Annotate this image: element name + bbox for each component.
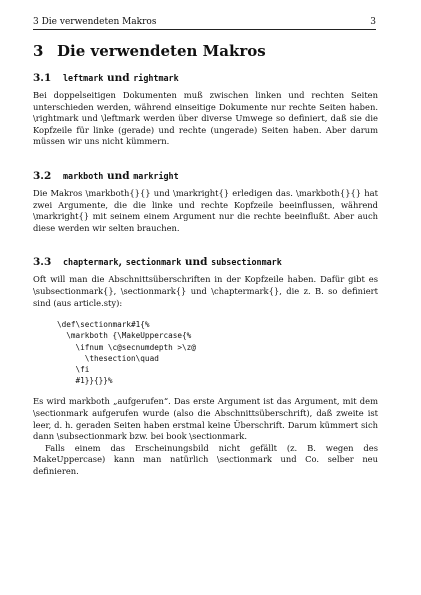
- chapter-title: Die verwendeten Makros: [57, 42, 266, 60]
- chapter-number: 3: [33, 42, 44, 60]
- section-title-part: markright: [133, 170, 179, 181]
- section-body-3-3: Oft will man die Abschnittsüberschriften in der Kopfzeile haben. Dafür gibt es \subsectionmark{}, \sectionmark{} und \chaptermark{}, die z. B. so definiert sind (aus article.sty):: [33, 274, 378, 308]
- section-body-3-3-after: Es wird markboth „aufgerufen“. Das erste Argument ist das Argument, mit dem \sectionmark aufgerufen wurde (also die Abschnittsüberschrift), daß zweite ist leer, d. h. geraden Seiten haben erstmal keine Überschrift. Darum kümmert sich dann \subsectionmark bzw. bei book \sectionmark.: [33, 396, 378, 442]
- section-body-3-1: Bei doppelseitigen Dokumenten muß zwischen linken und rechten Seiten unterschieden werden, während einseitige Dokumente nur rechte Seiten haben. \rightmark und \leftmark werden über diverse Umwege so definiert, daß sie die Kopfzeile für linke (gerade) und rechte (ungerade) Seiten haben. Aber darum müssen wir uns nicht kümmern.: [33, 90, 378, 147]
- section-title-part: subsectionmark: [211, 257, 282, 268]
- section-number: 3.3: [33, 256, 52, 269]
- section-number: 3.1: [33, 72, 52, 84]
- page-number: 3: [370, 17, 376, 27]
- code-line: \fi: [57, 364, 90, 374]
- section-title-part: leftmark: [63, 73, 104, 83]
- code-listing: [57, 319, 378, 386]
- section-body-3-3-final: Falls einem das Erscheinungsbild nicht gefällt (z. B. wegen des MakeUppercase) kann man natürlich \sectionmark und Co. selber neu definieren.: [33, 442, 378, 476]
- section-title-part: markboth: [63, 170, 104, 181]
- section-title-part: und: [103, 169, 134, 182]
- section-title-part: rightmark: [133, 73, 179, 83]
- running-header: [33, 17, 376, 30]
- code-line: \def\sectionmark#1{%: [57, 320, 150, 330]
- section-title-part: sectionmark: [125, 257, 182, 268]
- section-title-part: chaptermark: [63, 257, 119, 268]
- code-line: #1}}{}}%: [57, 376, 113, 386]
- section-title-part: und: [103, 72, 134, 84]
- section-number: 3.2: [33, 169, 52, 182]
- code-line: \ifnum \c@secnumdepth >\z@: [57, 342, 196, 352]
- section-heading-3-2: [33, 170, 378, 182]
- section-heading-3-1: [33, 72, 378, 84]
- code-line: \markboth {\MakeUppercase{%: [57, 331, 192, 341]
- section-heading-3-3: [33, 256, 378, 268]
- page-content: [33, 42, 378, 478]
- code-line: \thesection\quad: [57, 353, 159, 363]
- running-header-title: 3 Die verwendeten Makros: [33, 17, 157, 27]
- section-title-part: ,: [118, 256, 126, 269]
- chapter-heading: [33, 42, 378, 60]
- section-title-part: und: [181, 256, 212, 269]
- section-body-3-2: Die Makros \markboth{}{} und \markright{} erledigen das. \markboth{}{} hat zwei Argumente, die die linke und rechte Kopfzeile beeinflussen, während \markright{} mit seinem einem Argument nur die rechte beeinflußt. Aber auch diese werden wir selten brauchen.: [33, 187, 378, 233]
